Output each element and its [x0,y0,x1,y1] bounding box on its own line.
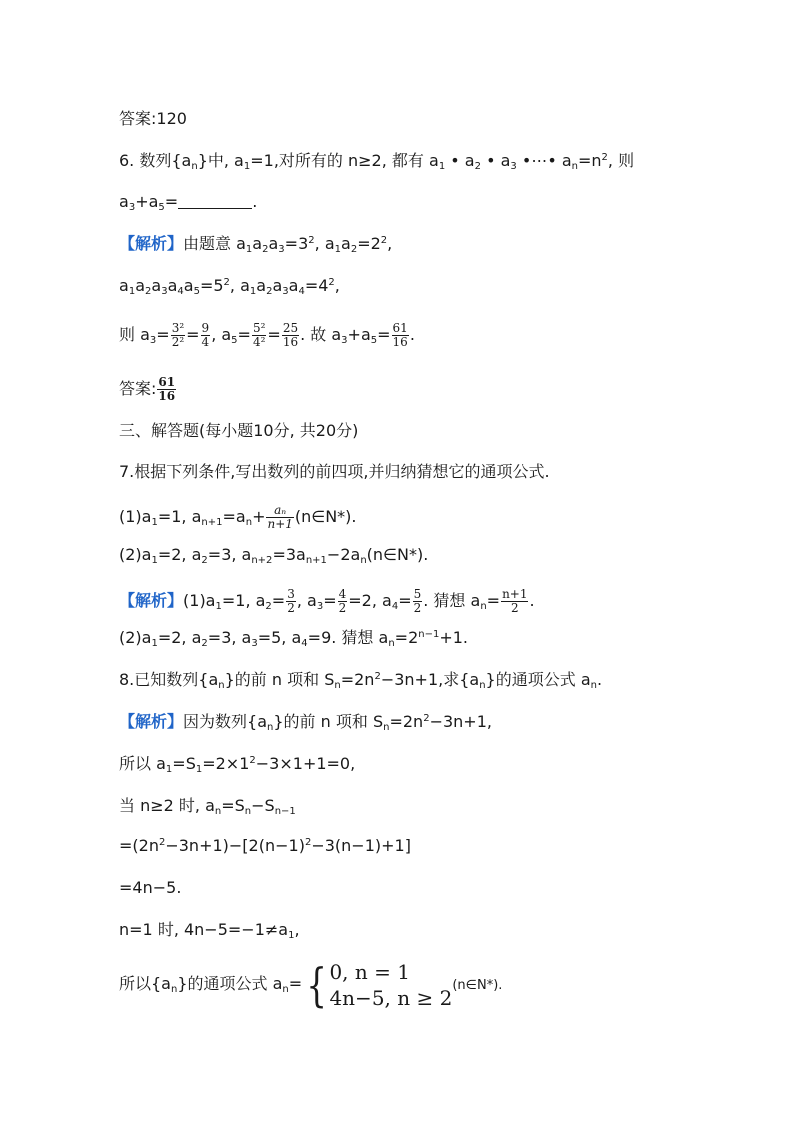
q6-answer [119,376,177,403]
left-brace: { [306,957,328,1012]
sup: 2 [249,755,256,766]
sub: n [245,517,253,528]
sol-text: −3(n−1)+1] [311,836,411,855]
sol-text: =1, a [221,591,266,610]
sol-text: = [156,325,170,344]
sub: 2 [201,638,208,649]
sol-text: 因为数列{a [183,712,268,731]
sol-text: a [119,276,129,295]
sol-text: −3n+1)−[2(n−1) [165,836,305,855]
sub: 2 [350,244,358,255]
denominator: 2 [413,601,422,615]
sub: 3 [278,244,285,255]
sol-text: , [334,276,340,295]
q6-text: }中, a [197,151,244,170]
sol-text: =3 [284,234,309,253]
q7-text: (n∈N*). [294,507,357,526]
piecewise-function [302,958,452,1011]
numerator: 5 [413,587,422,601]
sol-text: =S [221,796,245,815]
q7-part2 [119,545,428,565]
sub: 1 [215,601,222,612]
answer-fraction [157,376,176,403]
denominator: 16 [282,335,299,349]
sub: 5 [193,286,200,297]
sol-text: , a [211,325,232,344]
cases [329,959,452,1011]
numerator: n+1 [502,587,528,601]
q6-text: 数列{a [139,151,192,170]
sub: n [571,161,578,172]
sol-text: =9. 猜想 a [307,628,389,647]
sup: 2 [223,277,230,288]
q8-solution-line7 [119,958,502,1014]
q7-text: =1, a [157,507,202,526]
q6-solution-line1: 【解析】由题意 $a_1a_2a_3=3^2$, $a_1a_2=2^2$, [119,234,393,255]
q8-text: }的通项公式 a [485,670,591,689]
q8-title [119,670,602,690]
q6-text: •⋯• [521,151,557,170]
sol-text: −3n+1, [429,712,492,731]
section-heading: 三、解答题(每小题10分, 共20分) [119,421,359,440]
q6-solution-line3 [119,322,415,349]
sub: n [360,555,367,566]
q6-text: =1,对所有的 n≥2, 都有 a [250,151,439,170]
sub: 2 [145,286,152,297]
q7-text: −2a [326,545,361,564]
sub: 1 [151,638,158,649]
fraction [201,322,211,349]
answer-blank [178,194,252,209]
sol-text: 由题意 a [183,234,246,253]
q7-title: 7.根据下列条件,写出数列的前四项,并归纳猜想它的通项公式. [119,462,550,481]
q6-text: a [119,192,129,211]
q7-text: (2)a [119,545,152,564]
denominator: 4² [252,335,266,349]
sol-text: (1)a [183,591,216,610]
q7-solution-line2 [119,628,468,648]
sub: n [590,680,597,691]
q7-text: (1)a [119,507,152,526]
sub: 1 [288,930,295,941]
numerator: 3² [171,321,185,335]
sub: 3 [161,286,168,297]
sub: 2 [201,555,208,566]
numerator: aₙ [266,504,293,518]
q7-text: (n∈N*). [366,545,429,564]
numerator: 61 [158,375,176,389]
sup: 2 [380,235,388,246]
denominator: 16 [158,389,176,403]
sub: 5 [158,202,165,213]
sol-text: = [267,325,281,344]
q6-text: . [252,192,258,211]
sol-text: n=1 时, 4n−5=−1≠a [119,920,289,939]
sub: 3 [251,638,258,649]
sup: 2 [308,235,315,246]
sol-text: = [186,325,200,344]
sol-text: =2 [394,628,419,647]
sol-text: . 猜想 a [423,591,481,610]
denominator: n+1 [267,517,293,531]
q6-text: , 则 [607,151,635,170]
fraction [413,588,423,615]
sup: n−1 [418,629,440,640]
sol-text: =2n [389,712,424,731]
sup: 2 [601,152,608,163]
sol-text: =S [172,754,196,773]
solution-tag: 【解析】 [119,234,184,253]
answer-label: 答案: [119,109,157,128]
fraction [252,322,266,349]
sol-text: }的通项公式 a [177,974,283,993]
sol-text: =2, a [348,591,392,610]
q7-text: =3a [272,545,306,564]
sol-text: . [409,325,415,344]
q8-solution-line1 [119,712,492,732]
sub: 1 [128,286,136,297]
q7-solution-line1 [119,588,535,615]
fraction [338,588,348,615]
sup: 2 [304,837,312,848]
sup: 2 [374,671,381,682]
sol-text: = [398,591,412,610]
sub: 1 [245,244,253,255]
sub: n+1 [201,517,223,528]
denominator: 2 [510,601,519,615]
sub: 2 [266,286,273,297]
q6-text: = [164,192,179,211]
q6-text: • [445,151,465,170]
sol-text: 当 n≥2 时, a [119,796,215,815]
q6-text: =n [577,151,602,170]
sol-text: , a [229,276,250,295]
sub: 5 [370,335,378,346]
sub: 4 [391,601,399,612]
q6-question: 6. 数列$\{a_n\}$中, $a_1=1$,对所有的 n≥2, 都有 $a_1$ • $a_2$ • $a_3$ •⋯• $a_n=n^2$, 则 [119,151,635,172]
sol-text: 所以{a [119,974,171,993]
sub: n [244,806,252,817]
sub: 2 [262,244,269,255]
answer-label: 答案: [119,379,157,398]
fraction [392,322,409,349]
sol-text: =(2n [119,836,159,855]
sol-text: −S [251,796,275,815]
sub: n [388,638,395,649]
q7-text: =a [222,507,246,526]
sub: 3 [282,286,289,297]
sol-text: 则 a [119,325,150,344]
sub: 1 [151,517,158,528]
sol-text: = [271,591,286,610]
sol-text: =4 [304,276,329,295]
sub: 4 [301,638,308,649]
sub: n [282,984,289,995]
denominator: 16 [392,335,408,349]
sol-text: , [387,234,393,253]
q5-answer [119,109,187,129]
fraction [171,322,185,349]
sup: 2 [328,277,335,288]
sup: 2 [158,837,166,848]
sol-text: =2, a [157,628,202,647]
sub: 4 [298,286,305,297]
sol-text: . 故 a [300,325,342,344]
sub: 1 [195,764,203,775]
q8-text: −3n+1,求{a [380,670,480,689]
numerator: 61 [392,321,408,335]
sol-text: . [529,591,535,610]
sol-text: = [486,591,501,610]
fraction [266,504,293,531]
sub: 1 [243,161,251,172]
numerator: 5² [252,321,266,335]
sub: 3 [149,335,157,346]
numerator: 3 [287,587,295,601]
sol-text: = [377,325,391,344]
sub: n [480,601,487,612]
denominator: 2² [171,335,185,349]
sub: 5 [231,335,238,346]
sub: n [218,680,225,691]
sub: n+1 [305,555,327,566]
sol-text: = [237,325,251,344]
q8-text: . [596,670,603,689]
sol-text: =3, a [207,628,252,647]
sub: 2 [474,161,481,172]
sol-text: 所以 a [119,754,166,773]
sub: n [334,680,341,691]
sub: n [383,722,390,733]
sub: n [267,722,274,733]
sub: 3 [510,161,517,172]
sol-text: , [294,920,300,939]
q7-part1 [119,504,357,531]
case-2: 4n−5, n ≥ 2 [329,985,453,1010]
solution-tag: 【解析】 [119,591,184,610]
sub: n [171,984,178,995]
denominator: 4 [201,335,210,349]
question-number: 6. [119,151,135,170]
fraction [282,322,299,349]
sub: 3 [316,601,324,612]
q6-text: • [480,151,501,170]
sol-text: =5, a [257,628,302,647]
sol-text: (n∈N*). [452,978,503,993]
q7-text: =2, a [157,545,202,564]
q8-text: 8.已知数列{a [119,670,219,689]
fraction [501,588,528,615]
numerator: 9 [201,321,210,335]
denominator: 2 [338,601,347,615]
q8-text: }的前 n 项和 S [224,670,335,689]
sub: 3 [341,335,348,346]
sub: 1 [334,244,341,255]
sub: 1 [165,764,173,775]
numerator: 4 [338,587,347,601]
sol-text: =5 [199,276,224,295]
sub: 1 [249,286,257,297]
sol-text: +1. [439,628,469,647]
sol-text: = [323,591,337,610]
sub: 1 [151,555,158,566]
sub: 4 [177,286,184,297]
q8-solution-line2 [119,754,355,774]
sub: n [191,161,198,172]
sol-text: −3×1+1=0, [255,754,356,773]
sup: 2 [423,713,430,724]
sol-text: (2)a [119,628,152,647]
solution-tag: 【解析】 [119,712,184,731]
fraction [286,588,296,615]
q8-solution-line5: =4n−5. [119,878,182,897]
q8-text: =2n [340,670,375,689]
q6-solution-line2: $a_1a_2a_3a_4a_5=5^2$, $a_1a_2a_3a_4=4^2$, [119,276,340,297]
q8-solution-line6 [119,920,300,940]
q7-text: + [252,507,266,526]
sol-text: , a [296,591,317,610]
answer-value: 120 [156,109,187,128]
sub: 2 [265,601,272,612]
q8-solution-line3 [119,796,296,816]
q6-text: +a [135,192,159,211]
sub: n−1 [274,806,296,817]
sol-text: =2×1 [202,754,250,773]
sub: n+2 [251,555,273,566]
sub: 3 [128,202,136,213]
denominator: 2 [287,601,295,615]
q6-question-line2 [119,192,257,212]
sol-text: , a [314,234,335,253]
sub: 1 [438,161,446,172]
sol-text: +a [347,325,371,344]
sol-text: =2 [357,234,381,253]
q8-solution-line4 [119,836,411,856]
numerator: 25 [282,321,299,335]
q7-text: =3, a [207,545,252,564]
sub: n [214,806,222,817]
sub: n [479,680,486,691]
case-1: 0, n = 1 [329,959,410,984]
sol-text: = [288,974,303,993]
sol-text: }的前 n 项和 S [273,712,384,731]
